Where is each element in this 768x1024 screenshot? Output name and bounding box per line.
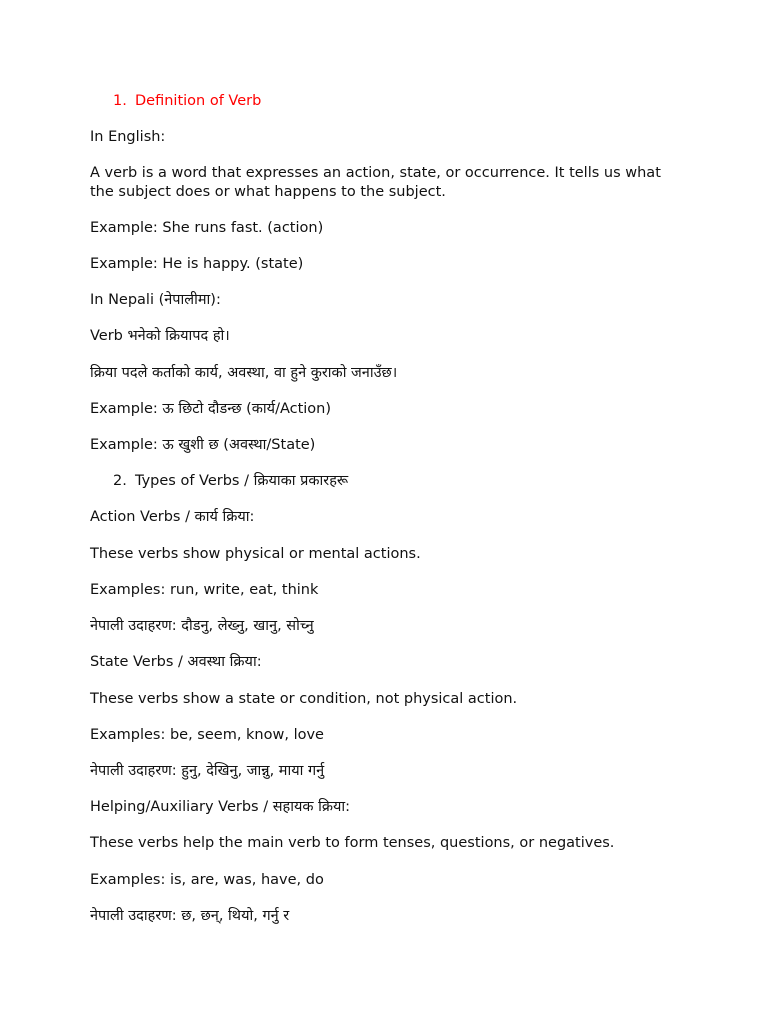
example-state: Example: He is happy. (state)	[90, 256, 304, 272]
action-verbs-title: Action Verbs / कार्य क्रिया:	[90, 509, 255, 525]
heading-number: 2.	[113, 473, 127, 489]
heading-number: 1.	[113, 93, 127, 109]
example-action: Example: She runs fast. (action)	[90, 220, 324, 236]
state-verbs-examples-en: Examples: be, seem, know, love	[90, 727, 324, 743]
nepali-definition-1: Verb भनेको क्रियापद हो।	[90, 328, 230, 344]
heading-text: Definition of Verb	[135, 93, 262, 109]
action-verbs-description: These verbs show physical or mental actions.	[90, 546, 421, 562]
in-nepali-label: In Nepali (नेपालीमा):	[90, 292, 221, 308]
action-verbs-examples-en: Examples: run, write, eat, think	[90, 582, 319, 598]
helping-verbs-title: Helping/Auxiliary Verbs / सहायक क्रिया:	[90, 799, 351, 815]
nepali-example-action: Example: ऊ छिटो दौडन्छ (कार्य/Action)	[90, 401, 332, 417]
in-english-label: In English:	[90, 129, 166, 145]
nepali-definition-2: क्रिया पदले कर्ताको कार्य, अवस्था, वा हुने कुराको जनाउँछ।	[90, 365, 398, 381]
helping-verbs-description: These verbs help the main verb to form tenses, questions, or negatives.	[90, 835, 615, 851]
definition-english: A verb is a word that expresses an action, state, or occurrence. It tells us what the subject does or what happens to the subject.	[90, 165, 661, 200]
heading-definition-of-verb	[113, 92, 693, 111]
helping-verbs-examples-en: Examples: is, are, was, have, do	[90, 872, 324, 888]
heading-text: Types of Verbs / क्रियाका प्रकारहरू	[135, 473, 349, 489]
nepali-example-state: Example: ऊ खुशी छ (अवस्था/State)	[90, 437, 316, 453]
heading-types-of-verbs	[113, 472, 693, 491]
action-verbs-examples-np: नेपाली उदाहरण: दौडनु, लेख्नु, खानु, सोच्नु	[90, 618, 314, 634]
state-verbs-description: These verbs show a state or condition, not physical action.	[90, 691, 518, 707]
helping-verbs-examples-np: नेपाली उदाहरण: छ, छन्, थियो, गर्नु र	[90, 908, 290, 924]
state-verbs-title: State Verbs / अवस्था क्रिया:	[90, 654, 262, 670]
state-verbs-examples-np: नेपाली उदाहरण: हुनु, देखिनु, जान्नु, माया गर्नु	[90, 763, 325, 779]
